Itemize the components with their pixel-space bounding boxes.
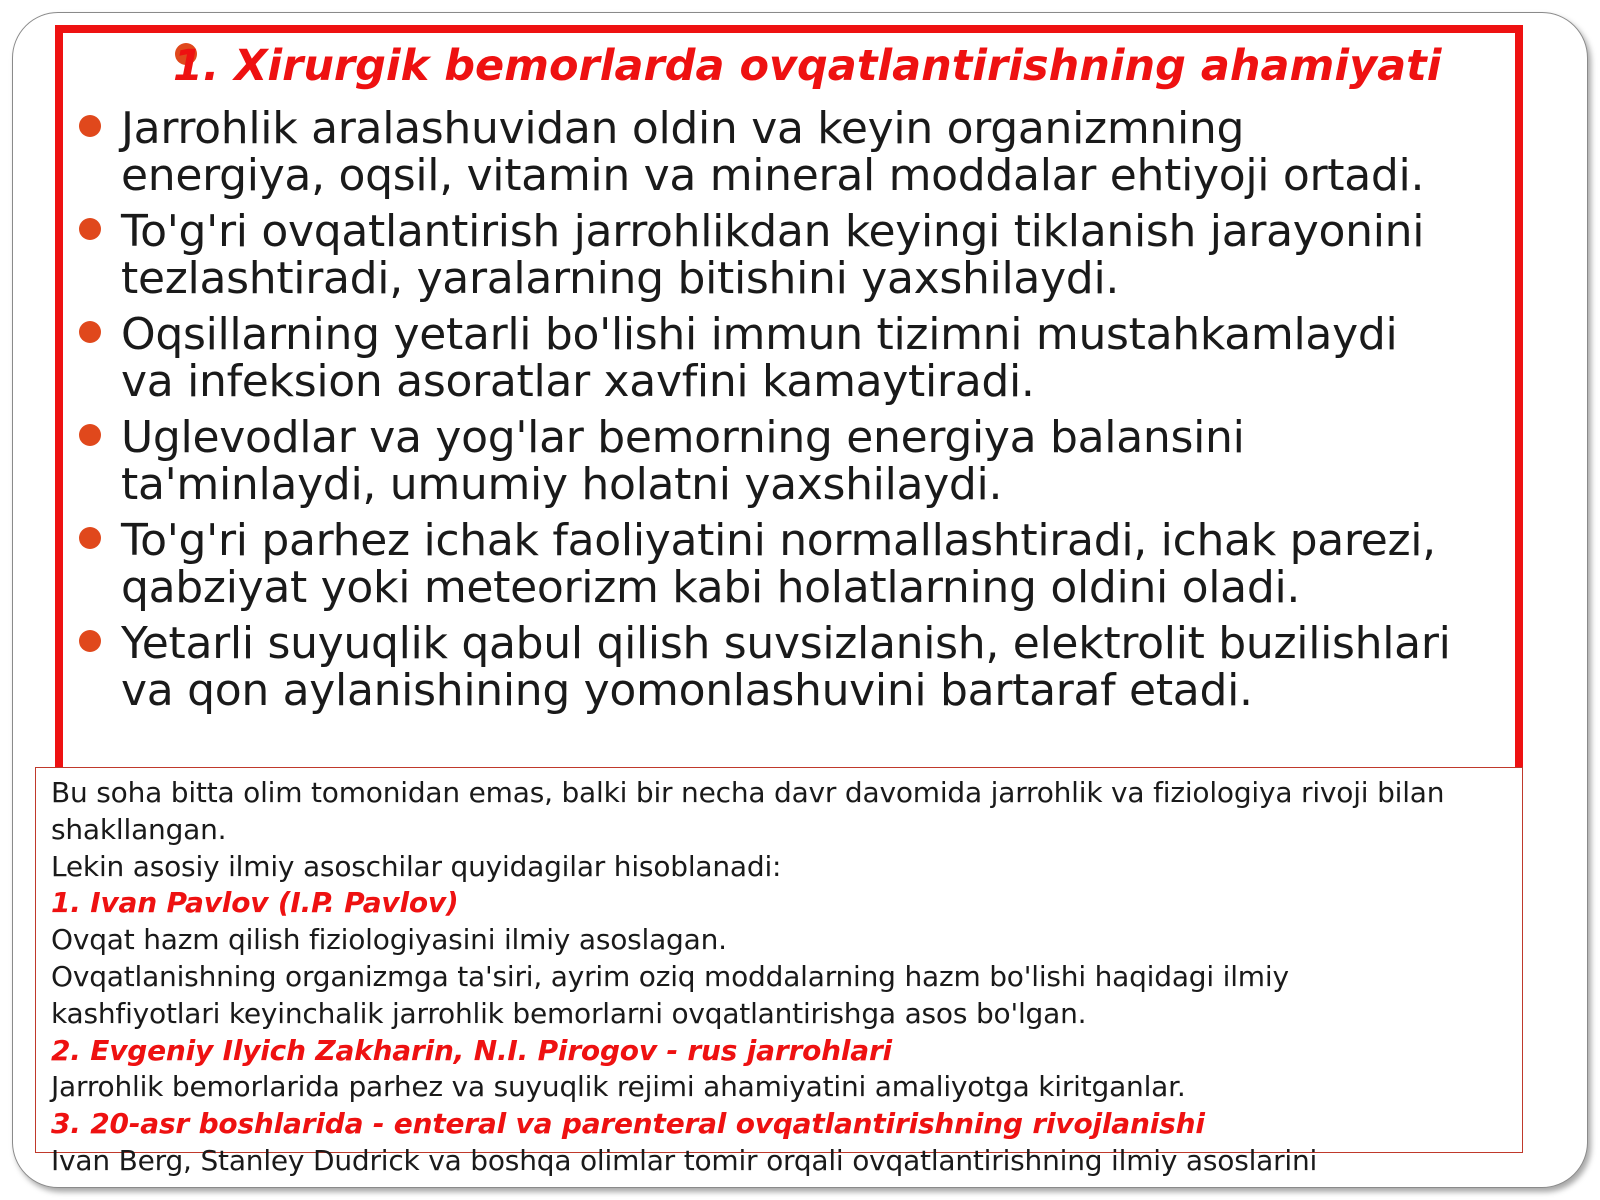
slide-frame bbox=[12, 12, 1588, 1188]
bullet-line-1: Jarrohlik aralashuvidan oldin va keyin organizmning bbox=[121, 103, 1245, 154]
info-line: Ovqatlanishning organizmga ta'siri, ayrim oziq moddalarning hazm bo'lishi haqidagi ilmiy bbox=[51, 959, 1289, 993]
bullet-line-2: qabziyat yoki meteorizm kabi holatlarning oldini oladi. bbox=[121, 562, 1301, 613]
bullet-line-2: tezlashtiradi, yaralarning bitishini yaxshilaydi. bbox=[121, 253, 1120, 304]
bullet-item bbox=[75, 105, 1535, 208]
bullet-line-2: energiya, oqsil, vitamin va mineral moddalar ehtiyoji ortadi. bbox=[121, 150, 1425, 201]
bullet-line-1: Uglevodlar va yog'lar bemorning energiya balansini bbox=[121, 412, 1245, 463]
bullet-dot-icon bbox=[79, 424, 101, 446]
info-line: Ovqat hazm qilish fiziologiyasini ilmiy asoslagan. bbox=[51, 923, 727, 957]
info-heading: 2. Evgeniy Ilyich Zakharin, N.I. Pirogov - rus jarrohlari bbox=[51, 1033, 892, 1067]
bullet-list bbox=[75, 105, 1535, 723]
info-line: shakllangan. bbox=[51, 812, 227, 846]
bullet-line-1: Yetarli suyuqlik qabul qilish suvsizlanish, elektrolit buzilishlari bbox=[121, 618, 1451, 669]
bullet-line-1: To'g'ri ovqatlantirish jarrohlikdan keyingi tiklanish jarayonini bbox=[121, 206, 1425, 257]
info-line: Lekin asosiy ilmiy asoschilar quyidagilar hisoblanadi: bbox=[51, 849, 782, 883]
info-line: kashfiyotlari keyinchalik jarrohlik bemorlarni ovqatlantirishga asos bo'lgan. bbox=[51, 996, 1087, 1030]
bullet-item bbox=[75, 414, 1535, 517]
slide-title: 1. Xirurgik bemorlarda ovqatlantirishning ahamiyati bbox=[173, 41, 1442, 91]
info-text-content bbox=[51, 775, 1521, 1180]
info-line: Jarrohlik bemorlarida parhez va suyuqlik rejimi ahamiyatini amaliyotga kiritganlar. bbox=[51, 1070, 1186, 1104]
bullet-item bbox=[75, 208, 1535, 311]
bullet-dot-icon bbox=[79, 115, 101, 137]
bullet-dot-icon bbox=[79, 630, 101, 652]
bullet-line-2: va qon aylanishining yomonlashuvini bartaraf etadi. bbox=[121, 665, 1253, 716]
bullet-dot-icon bbox=[79, 218, 101, 240]
bullet-item bbox=[75, 311, 1535, 414]
bullet-dot-icon bbox=[79, 321, 101, 343]
bullet-item bbox=[75, 517, 1535, 620]
bullet-item bbox=[75, 620, 1535, 723]
info-line: Ivan Berg, Stanley Dudrick va boshqa olimlar tomir orqali ovqatlantirishning ilmiy asoslarini bbox=[51, 1143, 1318, 1177]
bullet-line-2: ta'minlaydi, umumiy holatni yaxshilaydi. bbox=[121, 459, 1003, 510]
bullet-line-2: va infeksion asoratlar xavfini kamaytiradi. bbox=[121, 356, 1035, 407]
bullet-dot-icon bbox=[79, 527, 101, 549]
info-heading: 3. 20-asr boshlarida - enteral va parenteral ovqatlantirishning rivojlanishi bbox=[51, 1107, 1205, 1141]
info-line: Bu soha bitta olim tomonidan emas, balki bir necha davr davomida jarrohlik va fiziologiya rivoji bilan bbox=[51, 776, 1445, 809]
bullet-line-1: Oqsillarning yetarli bo'lishi immun tizimni mustahkamlaydi bbox=[121, 309, 1398, 360]
info-heading: 1. Ivan Pavlov (I.P. Pavlov) bbox=[51, 886, 459, 920]
bullet-line-1: To'g'ri parhez ichak faoliyatini normallashtiradi, ichak parezi, bbox=[121, 515, 1436, 566]
